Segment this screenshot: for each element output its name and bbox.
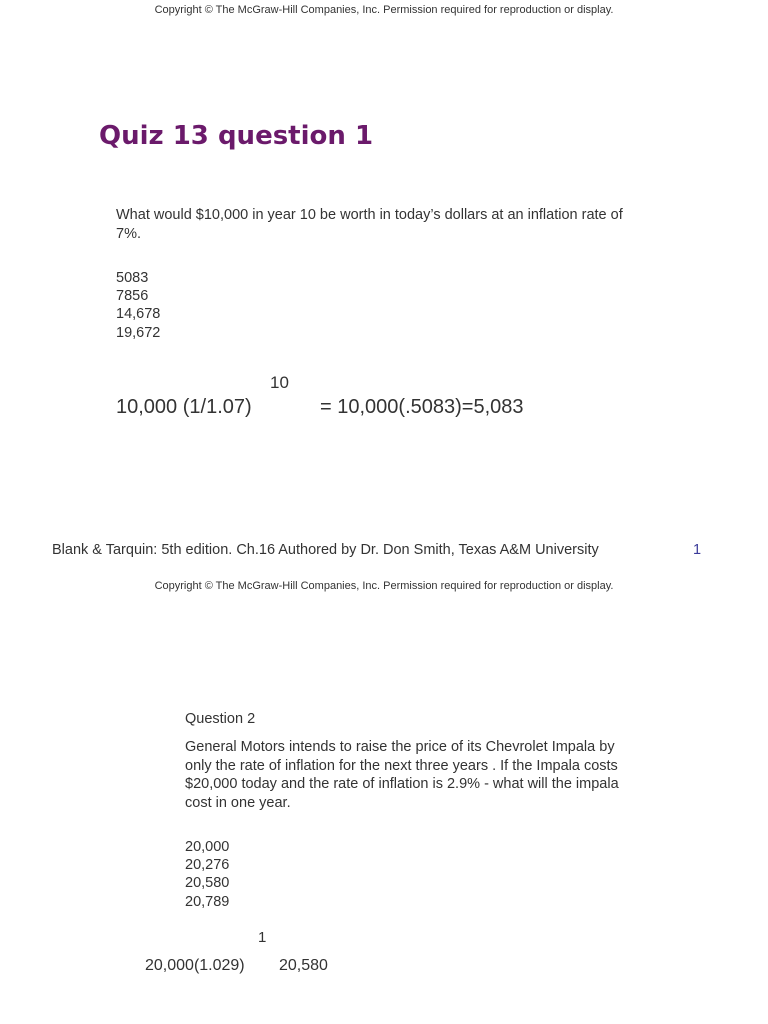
question-heading: Question 2 — [185, 711, 256, 727]
answer-option: 20,276 — [185, 857, 230, 874]
answer-options — [116, 269, 160, 342]
answer-option: 20,580 — [185, 875, 230, 892]
copyright-notice: Copyright © The McGraw-Hill Companies, Inc. Permission required for reproduction or display. — [154, 580, 614, 592]
answer-options — [185, 838, 229, 911]
answer-option: 20,789 — [185, 893, 230, 910]
equation-right: 20,580 — [279, 957, 328, 974]
equation-exponent: 1 — [258, 929, 267, 946]
answer-option: 14,678 — [116, 306, 161, 323]
answer-option: 20,000 — [185, 839, 230, 855]
equation-right: = 10,000(.5083)=5,083 — [320, 396, 524, 418]
answer-option: 19,672 — [116, 324, 161, 341]
slide-title: Quiz 13 question 1 — [99, 121, 374, 151]
question-text: General Motors intends to raise the price of its Chevrolet Impala by only the rate of inflation for the next three years . If the Impala costs $20,000 today and the rate of inflation is 2.9% - what will the impala cost in one year. — [185, 739, 619, 811]
equation-left: 20,000(1.029) — [145, 957, 245, 974]
slide-footer: Blank & Tarquin: 5th edition. Ch.16 Authored by Dr. Don Smith, Texas A&M University — [52, 542, 599, 558]
copyright-notice: Copyright © The McGraw-Hill Companies, Inc. Permission required for reproduction or display. — [154, 4, 614, 16]
question-text: What would $10,000 in year 10 be worth in today’s dollars at an inflation rate of 7%. — [116, 207, 623, 242]
answer-option: 7856 — [116, 288, 149, 305]
page-number: 1 — [693, 542, 702, 558]
equation-left: 10,000 (1/1.07) — [116, 396, 252, 418]
answer-option: 5083 — [116, 270, 149, 286]
equation-exponent: 10 — [270, 373, 289, 392]
